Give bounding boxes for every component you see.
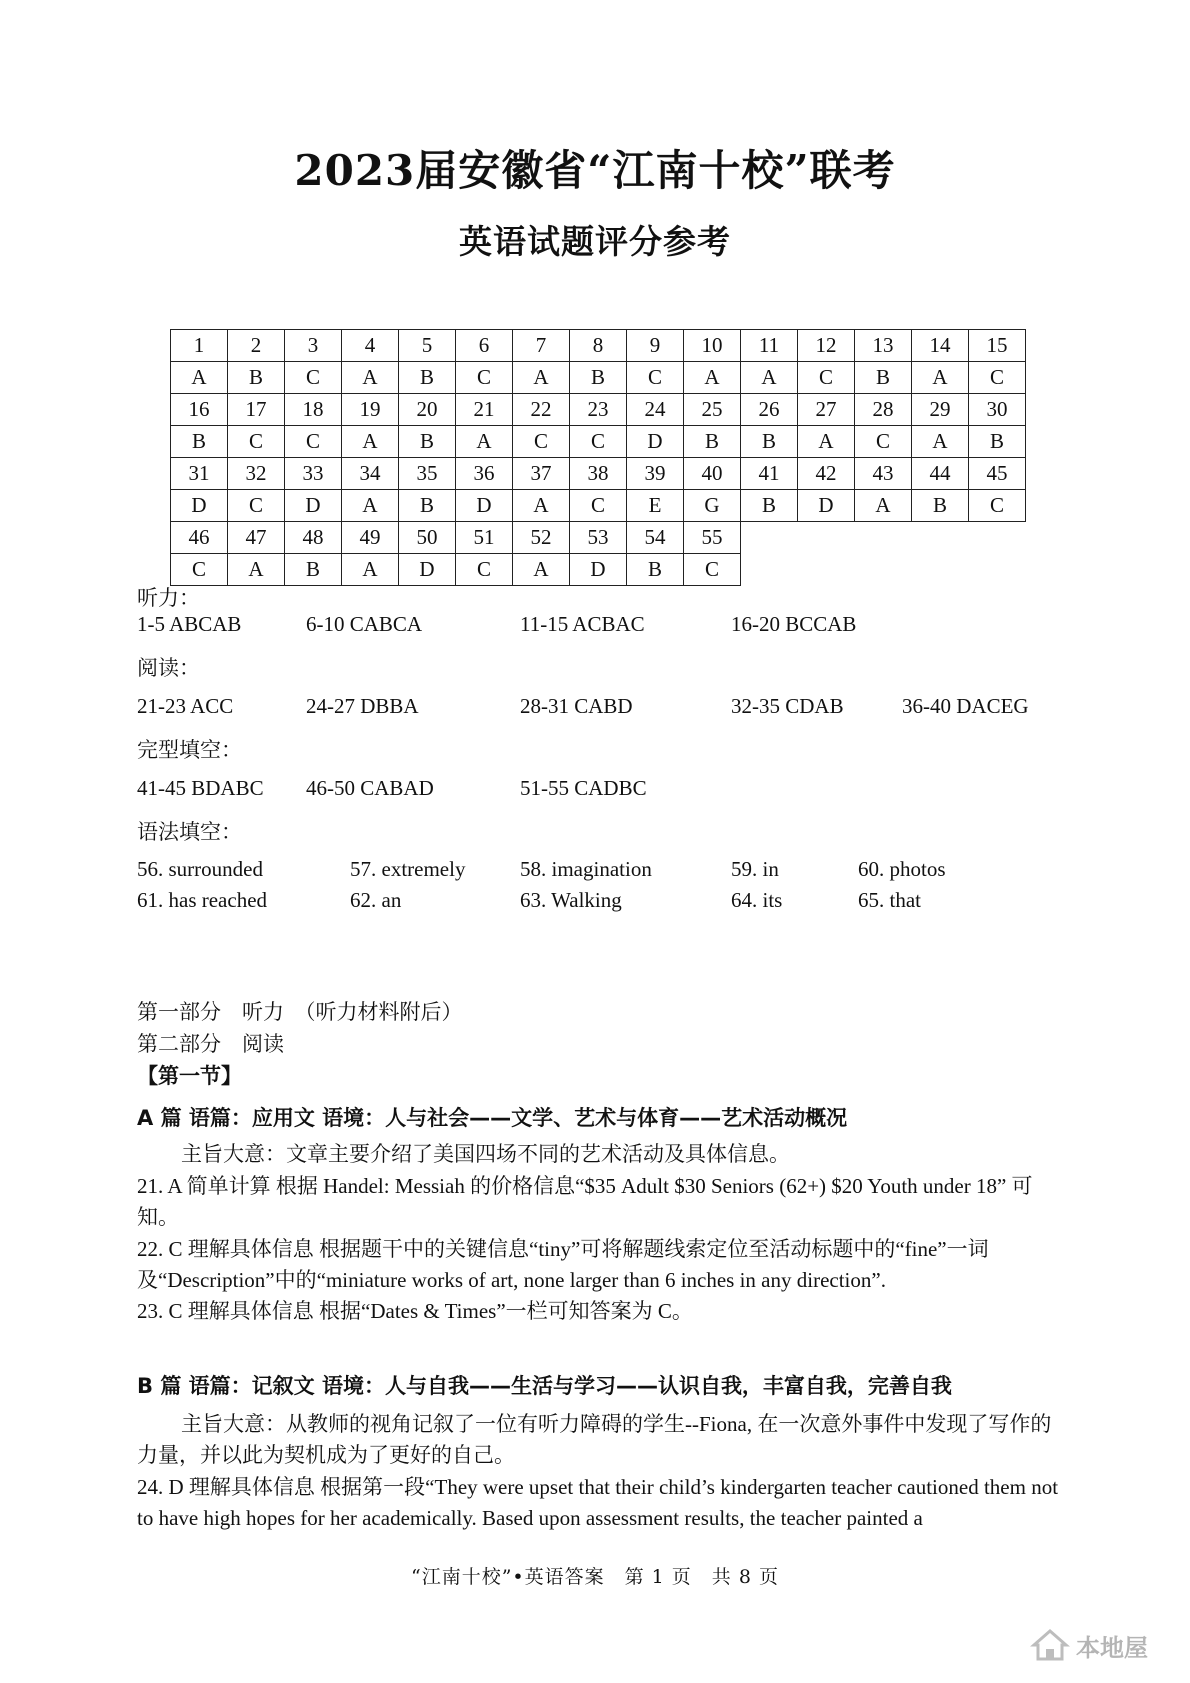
- answer-explanation: 21. A 简单计算 根据 Handel: Messiah 的价格信息“$35 Adult $30 Seniors (62+) $20 Youth under 18” 可知。: [137, 1174, 1033, 1229]
- table-cell: 16: [171, 394, 228, 426]
- table-cell: 43: [855, 458, 912, 490]
- table-empty-cell: [855, 522, 912, 554]
- part1-heading: 第一部分 听力 （听力材料附后）: [137, 1000, 463, 1024]
- part2-heading: 第二部分 阅读: [137, 1032, 284, 1056]
- table-cell: A: [684, 362, 741, 394]
- table-cell: C: [570, 490, 627, 522]
- table-cell: B: [627, 554, 684, 586]
- table-cell: B: [399, 426, 456, 458]
- watermark-text: 本地屋: [1076, 1633, 1148, 1662]
- table-cell: B: [741, 426, 798, 458]
- table-cell: C: [228, 490, 285, 522]
- grammar-item: 61. has reached: [137, 888, 268, 912]
- table-cell: 29: [912, 394, 969, 426]
- table-cell: 27: [798, 394, 855, 426]
- table-cell: 53: [570, 522, 627, 554]
- table-cell: 7: [513, 330, 570, 362]
- passage-a-heading: A 篇 语篇：应用文 语境：人与社会——文学、艺术与体育——艺术活动概况: [137, 1106, 848, 1130]
- table-empty-cell: [741, 554, 798, 586]
- table-empty-cell: [741, 522, 798, 554]
- table-cell: 41: [741, 458, 798, 490]
- table-empty-cell: [855, 554, 912, 586]
- table-cell: 55: [684, 522, 741, 554]
- reading-item: 24-27 DBBA: [306, 694, 419, 718]
- table-cell: 23: [570, 394, 627, 426]
- table-cell: 8: [570, 330, 627, 362]
- table-cell: C: [285, 426, 342, 458]
- table-cell: B: [684, 426, 741, 458]
- table-cell: B: [285, 554, 342, 586]
- table-cell: 38: [570, 458, 627, 490]
- grammar-item: 56. surrounded: [137, 857, 263, 881]
- table-cell: 19: [342, 394, 399, 426]
- table-cell: 20: [399, 394, 456, 426]
- table-cell: B: [855, 362, 912, 394]
- table-cell: C: [456, 554, 513, 586]
- table-cell: C: [285, 362, 342, 394]
- table-cell: A: [342, 426, 399, 458]
- answer-explanation: 24. D 理解具体信息 根据第一段“They were upset that their child’s kindergarten teacher cautioned them not to have high hopes for her academically. Based upon assessment results, the teacher painted a: [137, 1475, 1059, 1530]
- table-cell: 44: [912, 458, 969, 490]
- answer-explanation: 22. C 理解具体信息 根据题干中的关键信息“tiny”可将解题线索定位至活动标题中的“fine”一词及“Description”中的“miniature works of art, none larger than 6 inches in any direction”.: [137, 1237, 989, 1292]
- house-icon: [1030, 1625, 1070, 1665]
- table-cell: 9: [627, 330, 684, 362]
- table-empty-cell: [798, 522, 855, 554]
- table-cell: C: [969, 362, 1026, 394]
- table-cell: D: [798, 490, 855, 522]
- table-cell: B: [171, 426, 228, 458]
- table-cell: C: [798, 362, 855, 394]
- reading-item: 28-31 CABD: [520, 694, 633, 718]
- table-cell: C: [684, 554, 741, 586]
- table-cell: D: [570, 554, 627, 586]
- cloze-item: 41-45 BDABC: [137, 776, 264, 800]
- table-cell: 42: [798, 458, 855, 490]
- table-cell: B: [399, 490, 456, 522]
- table-row: [171, 522, 1026, 554]
- table-cell: D: [285, 490, 342, 522]
- table-cell: 49: [342, 522, 399, 554]
- listening-item: 1-5 ABCAB: [137, 612, 242, 636]
- table-row: [171, 330, 1026, 362]
- table-cell: 46: [171, 522, 228, 554]
- table-cell: A: [513, 490, 570, 522]
- table-cell: E: [627, 490, 684, 522]
- table-cell: 15: [969, 330, 1026, 362]
- table-cell: 47: [228, 522, 285, 554]
- table-cell: A: [342, 554, 399, 586]
- table-cell: 22: [513, 394, 570, 426]
- table-cell: 33: [285, 458, 342, 490]
- table-cell: G: [684, 490, 741, 522]
- table-cell: 30: [969, 394, 1026, 426]
- table-cell: A: [912, 362, 969, 394]
- section1-heading: 【第一节】: [137, 1064, 242, 1088]
- table-cell: D: [399, 554, 456, 586]
- table-cell: 34: [342, 458, 399, 490]
- table-cell: 6: [456, 330, 513, 362]
- table-cell: A: [513, 362, 570, 394]
- table-cell: 35: [399, 458, 456, 490]
- reading-item: 32-35 CDAB: [731, 694, 844, 718]
- table-cell: 40: [684, 458, 741, 490]
- reading-label: 阅读：: [137, 656, 200, 680]
- table-cell: 25: [684, 394, 741, 426]
- table-cell: 10: [684, 330, 741, 362]
- table-cell: 5: [399, 330, 456, 362]
- table-cell: D: [627, 426, 684, 458]
- table-cell: 17: [228, 394, 285, 426]
- grammar-item: 65. that: [858, 888, 921, 912]
- listening-item: 16-20 BCCAB: [731, 612, 857, 636]
- table-cell: D: [171, 490, 228, 522]
- answer-explanation: 23. C 理解具体信息 根据“Dates & Times”一栏可知答案为 C。: [137, 1299, 693, 1323]
- table-cell: 28: [855, 394, 912, 426]
- table-cell: 11: [741, 330, 798, 362]
- table-cell: 21: [456, 394, 513, 426]
- table-cell: B: [399, 362, 456, 394]
- table-empty-cell: [969, 554, 1026, 586]
- table-cell: 48: [285, 522, 342, 554]
- reading-item: 36-40 DACEG: [902, 694, 1029, 718]
- passage-a-gist: 主旨大意：文章主要介绍了美国四场不同的艺术活动及具体信息。: [181, 1142, 790, 1166]
- table-cell: 31: [171, 458, 228, 490]
- table-row: [171, 394, 1026, 426]
- table-cell: A: [798, 426, 855, 458]
- table-empty-cell: [969, 522, 1026, 554]
- table-cell: 1: [171, 330, 228, 362]
- grammar-item: 59. in: [731, 857, 779, 881]
- table-cell: A: [456, 426, 513, 458]
- listening-item: 6-10 CABCA: [306, 612, 423, 636]
- table-cell: 32: [228, 458, 285, 490]
- table-cell: A: [228, 554, 285, 586]
- table-cell: 3: [285, 330, 342, 362]
- grammar-item: 63. Walking: [520, 888, 622, 912]
- table-row: [171, 362, 1026, 394]
- cloze-label: 完型填空：: [137, 738, 242, 762]
- cloze-item: 46-50 CABAD: [306, 776, 434, 800]
- table-cell: B: [570, 362, 627, 394]
- table-cell: A: [342, 362, 399, 394]
- grammar-item: 58. imagination: [520, 857, 652, 881]
- listening-item: 11-15 ACBAC: [520, 612, 645, 636]
- table-row: [171, 554, 1026, 586]
- table-row: [171, 490, 1026, 522]
- table-cell: 54: [627, 522, 684, 554]
- answer-table: [170, 329, 1026, 586]
- table-cell: A: [741, 362, 798, 394]
- page-footer: “江南十校”•英语答案 第 1 页 共 8 页: [411, 1566, 779, 1588]
- table-cell: C: [627, 362, 684, 394]
- table-cell: B: [741, 490, 798, 522]
- table-cell: C: [855, 426, 912, 458]
- table-cell: 52: [513, 522, 570, 554]
- reading-item: 21-23 ACC: [137, 694, 234, 718]
- table-cell: 36: [456, 458, 513, 490]
- passage-b-heading: B 篇 语篇：记叙文 语境：人与自我——生活与学习——认识自我，丰富自我，完善自我: [137, 1374, 952, 1398]
- listening-label: 听力：: [137, 586, 200, 610]
- page-subtitle: 英语试题评分参考: [459, 222, 731, 261]
- passage-b-gist: 主旨大意：从教师的视角记叙了一位有听力障碍的学生--Fiona, 在一次意外事件中发现了写作的力量，并以此为契机成为了更好的自己。: [137, 1412, 1052, 1467]
- table-cell: 4: [342, 330, 399, 362]
- table-cell: 2: [228, 330, 285, 362]
- table-cell: C: [570, 426, 627, 458]
- cloze-item: 51-55 CADBC: [520, 776, 647, 800]
- table-cell: 12: [798, 330, 855, 362]
- table-cell: C: [228, 426, 285, 458]
- table-cell: B: [912, 490, 969, 522]
- table-empty-cell: [912, 554, 969, 586]
- table-cell: 51: [456, 522, 513, 554]
- table-cell: A: [171, 362, 228, 394]
- table-empty-cell: [798, 554, 855, 586]
- grammar-item: 64. its: [731, 888, 783, 912]
- table-cell: A: [912, 426, 969, 458]
- watermark-logo: [1030, 1618, 1178, 1672]
- table-empty-cell: [912, 522, 969, 554]
- table-cell: 39: [627, 458, 684, 490]
- table-row: [171, 426, 1026, 458]
- table-row: [171, 458, 1026, 490]
- table-cell: C: [456, 362, 513, 394]
- table-cell: B: [228, 362, 285, 394]
- table-cell: A: [855, 490, 912, 522]
- table-cell: 24: [627, 394, 684, 426]
- table-cell: C: [171, 554, 228, 586]
- table-cell: 18: [285, 394, 342, 426]
- table-cell: C: [969, 490, 1026, 522]
- grammar-label: 语法填空：: [137, 820, 242, 844]
- table-cell: C: [513, 426, 570, 458]
- table-cell: B: [969, 426, 1026, 458]
- grammar-item: 62. an: [350, 888, 402, 912]
- table-cell: A: [513, 554, 570, 586]
- grammar-item: 57. extremely: [350, 857, 466, 881]
- grammar-item: 60. photos: [858, 857, 946, 881]
- table-cell: 26: [741, 394, 798, 426]
- table-cell: D: [456, 490, 513, 522]
- table-cell: 13: [855, 330, 912, 362]
- table-cell: 45: [969, 458, 1026, 490]
- page-title: 2023届安徽省“江南十校”联考: [294, 146, 896, 195]
- table-cell: 37: [513, 458, 570, 490]
- table-cell: 14: [912, 330, 969, 362]
- table-cell: 50: [399, 522, 456, 554]
- table-cell: A: [342, 490, 399, 522]
